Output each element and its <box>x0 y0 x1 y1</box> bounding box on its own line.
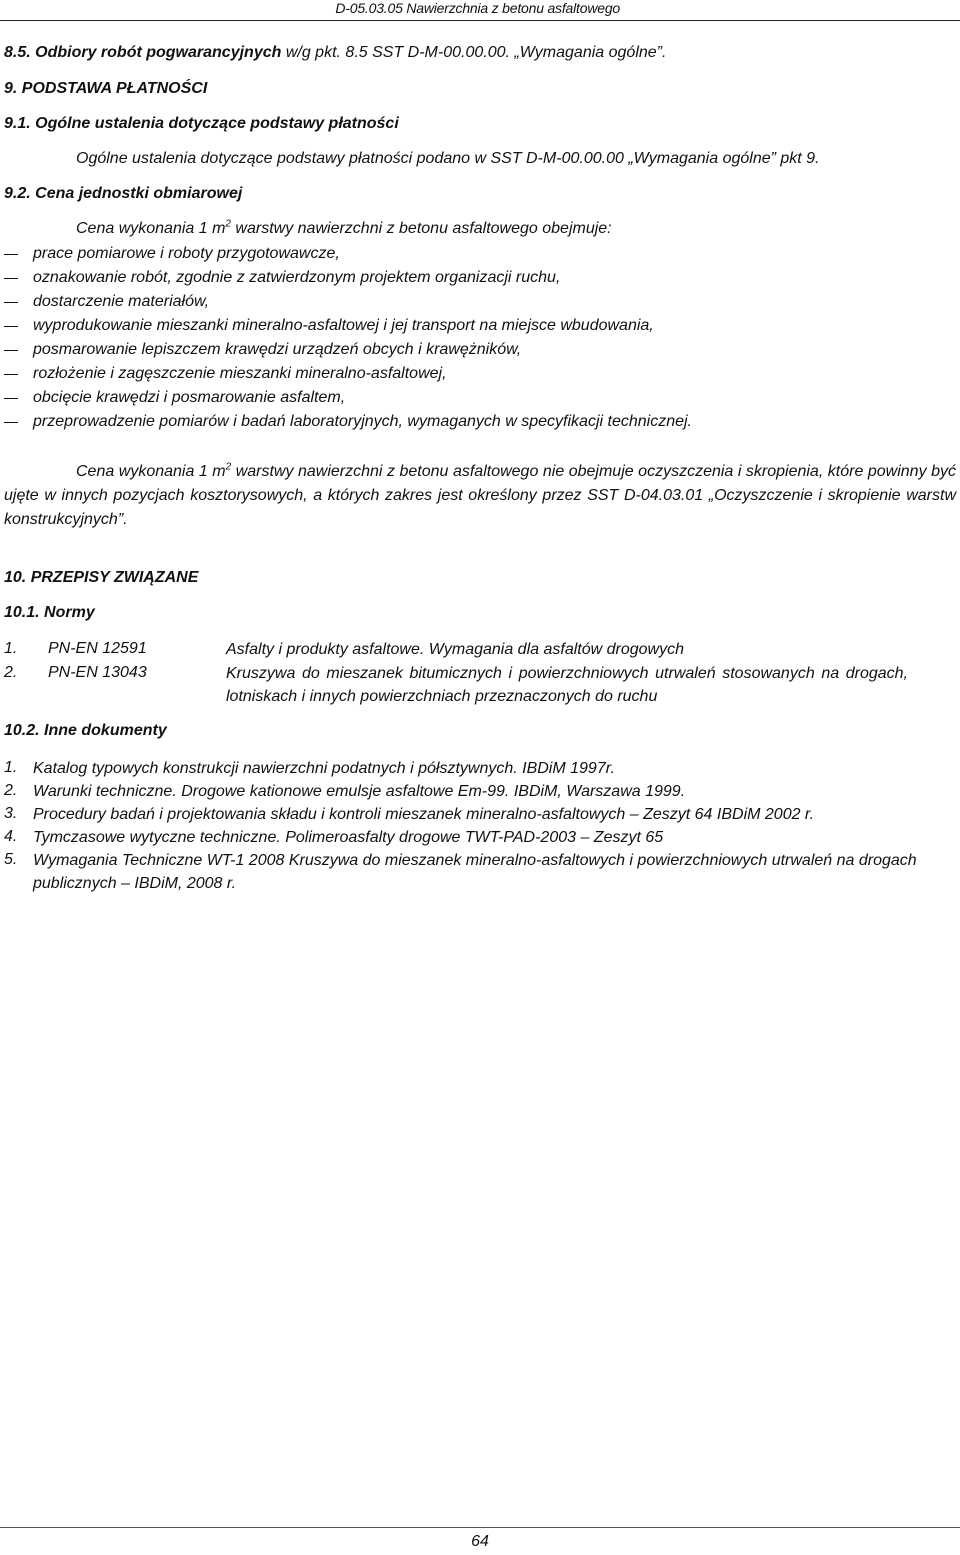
doc-number: 5. <box>4 851 18 868</box>
doc-number: 4. <box>4 828 18 845</box>
section-9-2-intro <box>76 219 612 239</box>
norm-number: 1. <box>4 640 18 657</box>
section-9-2-note <box>4 460 956 532</box>
dash-bullet <box>4 326 18 327</box>
dash-bullet <box>4 422 18 423</box>
norm-number: 2. <box>4 664 18 681</box>
section-8-5 <box>4 43 666 63</box>
doc-number: 1. <box>4 759 18 776</box>
section-8-5-text: w/g pkt. 8.5 SST D-M-00.00.00. „Wymagania ogólne”. <box>281 44 667 61</box>
list-item: oznakowanie robót, zgodnie z zatwierdzonym projektem organizacji ruchu, <box>33 269 561 286</box>
section-9-title: 9. PODSTAWA PŁATNOŚCI <box>4 80 208 97</box>
dash-bullet <box>4 302 18 303</box>
list-item: prace pomiarowe i roboty przygotowawcze, <box>33 245 340 262</box>
page-number: 64 <box>471 1533 489 1550</box>
list-item: posmarowanie lepiszczem krawędzi urządzeń obcych i krawężników, <box>33 341 522 358</box>
doc-text: Tymczasowe wytyczne techniczne. Polimeroasfalty drogowe TWT-PAD-2003 – Zeszyt 65 <box>33 829 664 846</box>
section-10-2-title: 10.2. Inne dokumenty <box>4 722 167 739</box>
norm-description: Kruszywa do mieszanek bitumicznych i powierzchniowych utrwaleń stosowanych na drogach, lotniskach i innych powierzchniach przeznaczonych do ruchu <box>226 665 908 705</box>
norm-code: PN-EN 13043 <box>48 664 147 681</box>
list-item: obcięcie krawędzi i posmarowanie asfaltem, <box>33 389 346 406</box>
header-doc-title: D-05.03.05 Nawierzchnia z betonu asfaltowego <box>335 0 620 16</box>
section-9-2-title: 9.2. Cena jednostki obmiarowej <box>4 185 243 202</box>
section-9-1-text: Ogólne ustalenia dotyczące podstawy płatności podano w SST D-M-00.00.00 „Wymagania ogólne” pkt 9. <box>76 150 820 167</box>
section-10-title: 10. PRZEPISY ZWIĄZANE <box>4 569 199 586</box>
intro-text-b: warstwy nawierzchni z betonu asfaltowego obejmuje: <box>230 220 612 237</box>
list-item: wyprodukowanie mieszanki mineralno-asfaltowej i jej transport na miejsce wbudowania, <box>33 317 654 334</box>
section-8-5-title: 8.5. Odbiory robót pogwarancyjnych <box>4 44 282 61</box>
section-10-1-title: 10.1. Normy <box>4 604 95 621</box>
doc-text: Procedury badań i projektowania składu i kontroli mieszanek mineralno-asfaltowych – Zeszyt 64 IBDiM 2002 r. <box>33 806 815 823</box>
doc-number: 3. <box>4 805 18 822</box>
dash-bullet <box>4 374 18 375</box>
footer-divider <box>0 1527 960 1528</box>
dash-bullet <box>4 278 18 279</box>
norm-description: Asfalty i produkty asfaltowe. Wymagania dla asfaltów drogowych <box>226 641 684 658</box>
note-text-a: Cena wykonania 1 m <box>76 463 226 480</box>
doc-text: Katalog typowych konstrukcji nawierzchni podatnych i półsztywnych. IBDiM 1997r. <box>33 760 615 777</box>
doc-text: Warunki techniczne. Drogowe kationowe emulsje asfaltowe Em-99. IBDiM, Warszawa 1999. <box>33 783 686 800</box>
dash-bullet <box>4 350 18 351</box>
list-item: rozłożenie i zagęszczenie mieszanki mineralno-asfaltowej, <box>33 365 447 382</box>
note-text-b: warstwy nawierzchni z betonu asfaltowego nie obejmuje oczyszczenia i skropienia, które powinny być ujęte w innych pozycjach kosztorysowych, a których zakres jest określony przez SST D-04.03.01 „Oczyszczenie i skropienie warstw konstrukcyjnych”. <box>4 463 956 528</box>
intro-text-a: Cena wykonania 1 m <box>76 220 226 237</box>
norm-code: PN-EN 12591 <box>48 640 147 657</box>
doc-text: Wymagania Techniczne WT-1 2008 Kruszywa do mieszanek mineralno-asfaltowych i powierzchniowych utrwaleń na drogach publicznych – IBDiM, 2008 r. <box>33 852 917 892</box>
intro-superscript: 2 <box>225 218 231 230</box>
dash-bullet <box>4 398 18 399</box>
section-9-1-title: 9.1. Ogólne ustalenia dotyczące podstawy płatności <box>4 115 399 132</box>
list-item: przeprowadzenie pomiarów i badań laboratoryjnych, wymaganych w specyfikacji technicznej. <box>33 413 692 430</box>
doc-number: 2. <box>4 782 18 799</box>
page-header <box>0 0 960 21</box>
dash-bullet <box>4 254 18 255</box>
list-item: dostarczenie materiałów, <box>33 293 210 310</box>
note-superscript: 2 <box>225 461 232 473</box>
